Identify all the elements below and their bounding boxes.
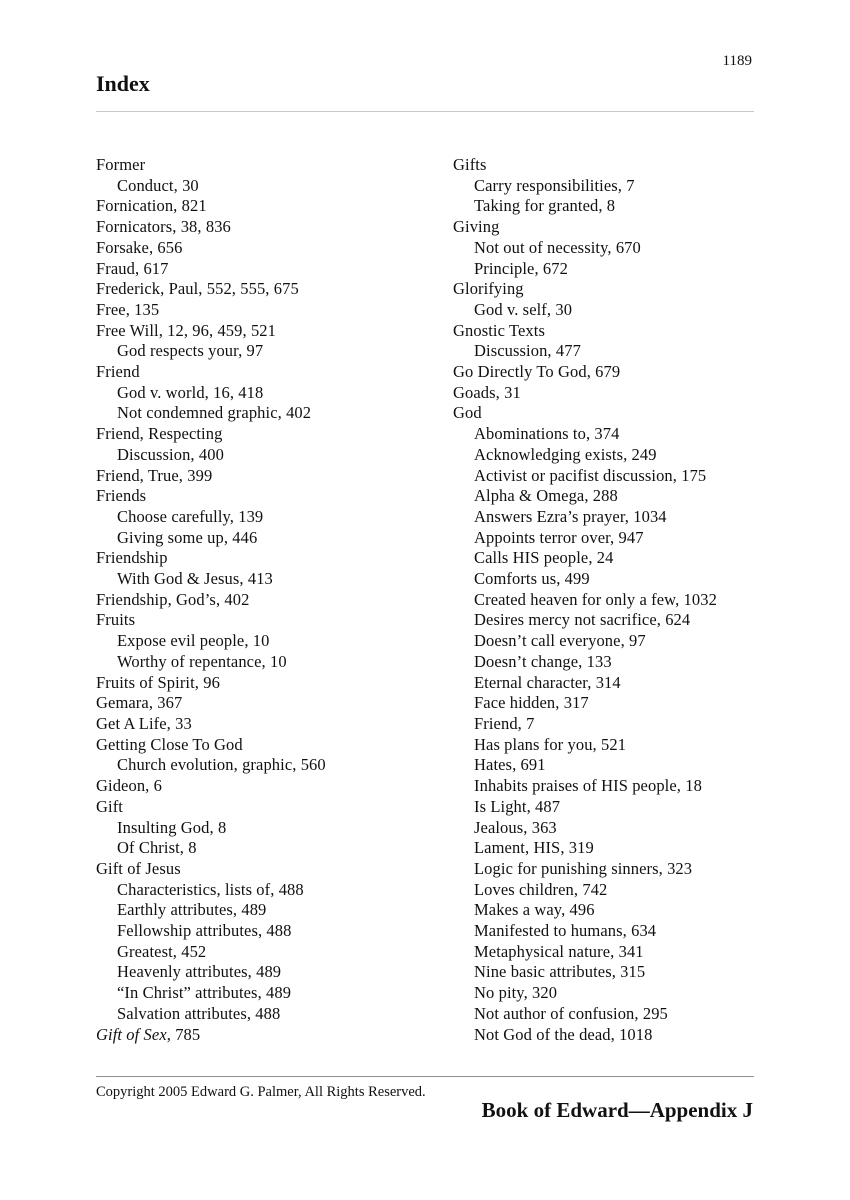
index-subentry: Discussion, 400 [117, 444, 224, 464]
index-entry: Friends [96, 486, 147, 506]
index-entry: Getting Close To God [96, 734, 243, 754]
index-subentry: Appoints terror over, 947 [474, 527, 644, 547]
index-subentry: Lament, HIS, 319 [474, 838, 594, 858]
index-subentry: Metaphysical nature, 341 [474, 941, 644, 961]
index-entry: Gifts [453, 155, 487, 174]
index-subentry: Not condemned graphic, 402 [117, 403, 312, 423]
index-entry: Gift of Sex, 785 [96, 1024, 201, 1044]
index-subentry: Taking for granted, 8 [474, 196, 616, 216]
index-entry: Fornication, 821 [96, 196, 207, 216]
index-entry: Friendship [96, 548, 168, 568]
index-subentry: Giving some up, 446 [117, 527, 258, 547]
index-subentry: With God & Jesus, 413 [117, 569, 273, 589]
index-entry: Friend [96, 362, 140, 382]
book-title: Book of Edward—Appendix J [481, 1098, 753, 1122]
header-divider [96, 111, 754, 112]
index-subentry: Principle, 672 [474, 258, 568, 278]
index-subentry: Answers Ezra’s prayer, 1034 [474, 506, 667, 526]
index-subentry: Doesn’t call everyone, 97 [474, 631, 646, 651]
index-subentry: Church evolution, graphic, 560 [117, 755, 326, 775]
index-subentry: Friend, 7 [474, 713, 535, 733]
index-entry: Frederick, Paul, 552, 555, 675 [96, 279, 299, 299]
index-entry: Friend, True, 399 [96, 465, 213, 485]
index-subentry: Nine basic attributes, 315 [474, 962, 646, 982]
index-entry: Free Will, 12, 96, 459, 521 [96, 320, 277, 340]
index-entry: Glorifying [453, 279, 524, 299]
index-entry: Fruits of Spirit, 96 [96, 672, 220, 692]
index-entry: Go Directly To God, 679 [453, 362, 621, 382]
index-subentry: Face hidden, 317 [474, 693, 589, 713]
index-subentry: Jealous, 363 [474, 817, 557, 837]
index-subentry: Conduct, 30 [117, 175, 199, 195]
index-entry: Gnostic Texts [453, 320, 545, 340]
index-entry: Friend, Respecting [96, 424, 223, 444]
index-subentry: Not God of the dead, 1018 [474, 1024, 653, 1044]
index-subentry: Hates, 691 [474, 755, 546, 775]
index-subentry: God respects your, 97 [117, 341, 264, 361]
index-subentry: Inhabits praises of HIS people, 18 [474, 776, 702, 796]
index-entry: Gideon, 6 [96, 776, 162, 796]
index-subentry: Greatest, 452 [117, 941, 207, 961]
index-subentry: Has plans for you, 521 [474, 734, 627, 754]
index-subentry: Earthly attributes, 489 [117, 900, 267, 920]
index-entry: Fraud, 617 [96, 258, 169, 278]
index-subentry: God v. self, 30 [474, 299, 573, 319]
index-subentry: Heavenly attributes, 489 [117, 962, 282, 982]
index-subentry: Salvation attributes, 488 [117, 1003, 281, 1023]
footer-divider [96, 1076, 754, 1077]
index-subentry: Desires mercy not sacrifice, 624 [474, 610, 691, 630]
index-entry: Goads, 31 [453, 382, 521, 402]
index-entry: Gift of Jesus [96, 858, 181, 878]
index-subentry: Abominations to, 374 [474, 424, 620, 444]
index-entry: Gift [96, 796, 123, 816]
index-column-right [453, 155, 754, 1045]
index-entry: Former [96, 155, 146, 174]
index-entry: Free, 135 [96, 299, 160, 319]
copyright-text: Copyright 2005 Edward G. Palmer, All Rights Reserved. [96, 1084, 426, 1100]
index-subentry: Expose evil people, 10 [117, 631, 270, 651]
index-subentry: No pity, 320 [474, 983, 558, 1003]
index-subentry: Doesn’t change, 133 [474, 651, 612, 671]
index-subentry: Eternal character, 314 [474, 672, 621, 692]
index-subentry: “In Christ” attributes, 489 [117, 983, 292, 1003]
index-subentry: Insulting God, 8 [117, 817, 227, 837]
index-subentry: Discussion, 477 [474, 341, 581, 361]
index-entry: Fruits [96, 610, 136, 630]
index-subentry: Alpha & Omega, 288 [474, 486, 618, 506]
index-subentry: Loves children, 742 [474, 879, 608, 899]
index-subentry: Worthy of repentance, 10 [117, 651, 287, 671]
index-subentry: Acknowledging exists, 249 [474, 444, 657, 464]
index-subentry: Is Light, 487 [474, 796, 561, 816]
index-entry: Get A Life, 33 [96, 713, 192, 733]
page-number: 1189 [722, 53, 752, 69]
index-subentry: Characteristics, lists of, 488 [117, 879, 304, 899]
index-subentry: Of Christ, 8 [117, 838, 197, 858]
index-columns [96, 155, 754, 1045]
index-subentry: Comforts us, 499 [474, 569, 590, 589]
index-column-left [96, 155, 453, 1045]
index-entry: Friendship, God’s, 402 [96, 589, 250, 609]
index-subentry: Not author of confusion, 295 [474, 1003, 668, 1023]
index-subentry: Not out of necessity, 670 [474, 237, 641, 257]
index-entry: Fornicators, 38, 836 [96, 217, 231, 237]
index-subentry: Carry responsibilities, 7 [474, 175, 635, 195]
index-subentry: Makes a way, 496 [474, 900, 595, 920]
index-subentry: Fellowship attributes, 488 [117, 921, 292, 941]
index-subentry: Created heaven for only a few, 1032 [474, 589, 717, 609]
index-subentry: Choose carefully, 139 [117, 506, 264, 526]
index-subentry: Activist or pacifist discussion, 175 [474, 465, 707, 485]
index-subentry: Manifested to humans, 634 [474, 921, 657, 941]
page-title: Index [96, 71, 150, 96]
index-entry: Forsake, 656 [96, 237, 183, 257]
index-entry: God [453, 403, 482, 423]
index-entry: Giving [453, 217, 500, 237]
index-subentry: Calls HIS people, 24 [474, 548, 614, 568]
index-subentry: God v. world, 16, 418 [117, 382, 264, 402]
index-subentry: Logic for punishing sinners, 323 [474, 858, 693, 878]
index-entry: Gemara, 367 [96, 693, 183, 713]
